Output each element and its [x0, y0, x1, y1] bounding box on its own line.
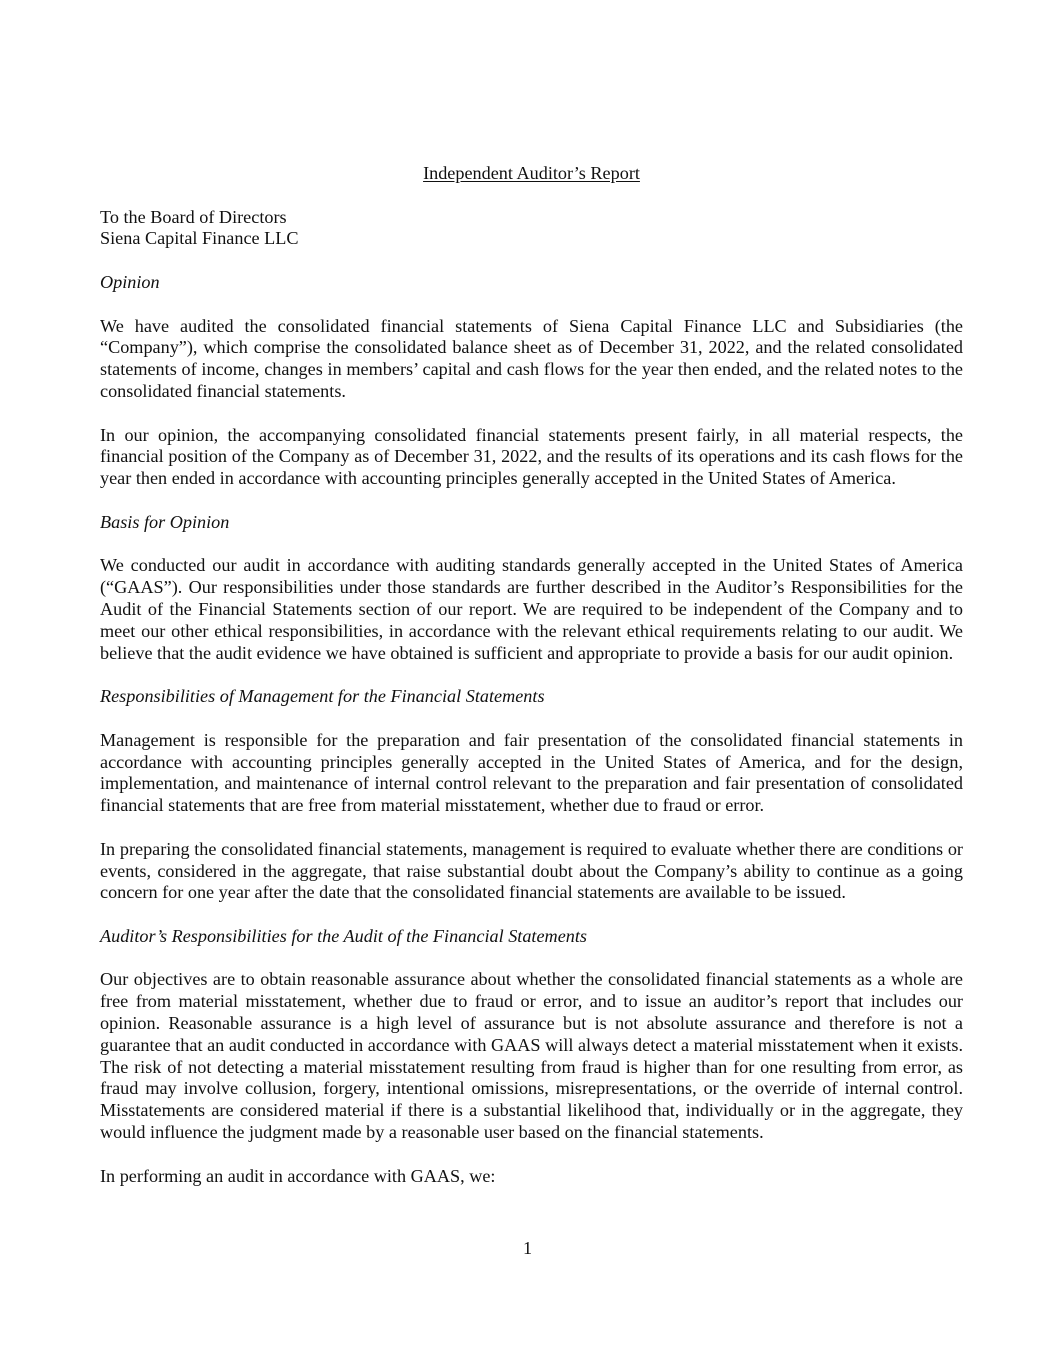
paragraph: In performing an audit in accordance with GAAS, we:: [100, 1165, 496, 1186]
paragraph: Our objectives are to obtain reasonable assurance about whether the consolidated financial statements as a whole are free from material misstatement, whether due to fraud or error, and to issue an auditor’s report that includes our opinion. Reasonable assurance is a high level of assurance but is not absolute assurance and therefore is not a guarantee that an audit conducted in accordance with GAAS will always detect a material misstatement when it exists. The risk of not detecting a material misstatement resulting from fraud is higher than for one resulting from error, as fraud may involve collusion, forgery, intentional omissions, misrepresentations, or the override of internal control. Misstatements are considered material if there is a substantial likelihood that, individually or in the aggregate, they would influence the judgment made by a reasonable user based on the financial statements.: [100, 969, 963, 1143]
paragraph: In preparing the consolidated financial statements, management is required to evaluate whether there are conditions or events, considered in the aggregate, that raise substantial doubt about the Company’s ability to continue as a going concern for one year after the date that the consolidated financial statements are available to be issued.: [100, 838, 963, 903]
section-management-responsibilities: [100, 686, 963, 904]
section-heading: Basis for Opinion: [100, 511, 230, 532]
report-title: Independent Auditor’s Report: [423, 163, 640, 183]
paragraph: In our opinion, the accompanying consolidated financial statements present fairly, in all material respects, the financial position of the Company as of December 31, 2022, and the results of its operations and its cash flows for the year then ended in accordance with accounting principles generally accepted in the United States of America.: [100, 424, 963, 489]
document-page: [100, 163, 963, 1209]
section-basis-for-opinion: [100, 512, 963, 665]
paragraph: We have audited the consolidated financial statements of Siena Capital Finance LLC and Subsidiaries (the “Company”), which comprise the consolidated balance sheet as of December 31, 2022, and the related consolidated statements of income, changes in members’ capital and cash flows for the year then ended, and the related notes to the consolidated financial statements.: [100, 315, 963, 401]
addressee-line-board: To the Board of Directors: [100, 206, 287, 227]
paragraph: Management is responsible for the preparation and fair presentation of the consolidated financial statements in accordance with accounting principles generally accepted in the United States of America, and for the design, implementation, and maintenance of internal control relevant to the preparation and fair presentation of consolidated financial statements that are free from material misstatement, whether due to fraud or error.: [100, 729, 963, 816]
section-heading: Opinion: [100, 271, 160, 292]
addressee-line-company: Siena Capital Finance LLC: [100, 228, 299, 249]
section-heading: Auditor’s Responsibilities for the Audit of the Financial Statements: [100, 925, 587, 946]
section-heading: Responsibilities of Management for the Financial Statements: [100, 686, 545, 707]
paragraph: We conducted our audit in accordance with auditing standards generally accepted in the United States of America (“GAAS”). Our responsibilities under those standards are further described in the Auditor’s Responsibilities for the Audit of the Financial Statements section of our report. We are required to be independent of the Company and to meet our other ethical responsibilities, in accordance with the relevant ethical requirements relating to our audit. We believe that the audit evidence we have obtained is sufficient and appropriate to provide a basis for our audit opinion.: [100, 555, 963, 663]
addressee-block: [100, 207, 963, 251]
section-auditor-responsibilities: [100, 926, 963, 1188]
page-number: 1: [522, 1238, 533, 1258]
section-opinion: [100, 272, 963, 490]
